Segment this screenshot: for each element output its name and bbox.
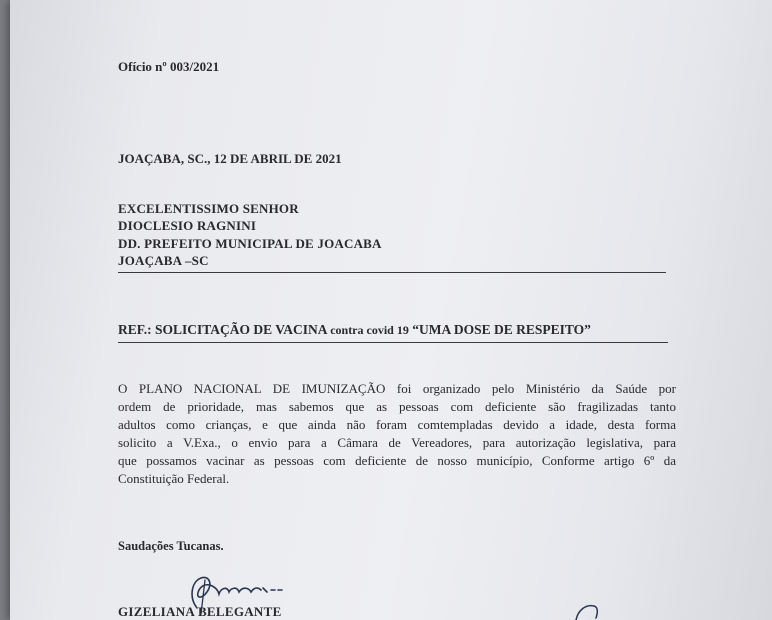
- greeting: Saudações Tucanas.: [118, 539, 224, 553]
- body-paragraph: [118, 380, 676, 488]
- reference-line: [118, 322, 591, 338]
- signatory-name: GIZELIANA BELEGANTE: [118, 604, 282, 619]
- reference-quote: “UMA DOSE DE RESPEITO”: [412, 322, 591, 337]
- letter-page: [10, 0, 772, 620]
- addressee-line: EXCELENTISSIMO SENHOR: [118, 201, 299, 216]
- body-line: ordem de prioridade, mas sabemos que as pessoas com deficiente são fragilizadas tanto: [118, 399, 676, 414]
- addressee-line: DIOCLESIO RAGNINI: [118, 218, 257, 233]
- body-line: Constituição Federal.: [118, 471, 230, 486]
- addressee-line: JOAÇABA –SC: [118, 253, 209, 268]
- reference-underline: [118, 342, 668, 343]
- body-line: O PLANO NACIONAL DE IMUNIZAÇÃO foi organizado pelo Ministério da Saúde por: [118, 381, 676, 396]
- body-line: que possamos vacinar as pessoas com deficiente de nosso município, Conforme artigo 6º da: [118, 453, 676, 468]
- reference-middle: contra covid 19: [330, 323, 409, 337]
- body-line: adultos como crianças, e que ainda não foram comtempladas devido a idade, desta forma: [118, 417, 676, 432]
- reference-label: REF.: SOLICITAÇÃO DE VACINA: [118, 322, 327, 337]
- oficio-number: Ofício nº 003/2021: [118, 59, 220, 74]
- body-line: solicito a V.Exa., o envio para a Câmara de Vereadores, para autorização legislativa, para: [118, 435, 676, 450]
- address-divider: [118, 272, 666, 273]
- place-date: JOAÇABA, SC., 12 DE ABRIL DE 2021: [118, 151, 342, 166]
- addressee-line: DD. PREFEITO MUNICIPAL DE JOACABA: [118, 236, 382, 251]
- pen-mark: [570, 598, 610, 620]
